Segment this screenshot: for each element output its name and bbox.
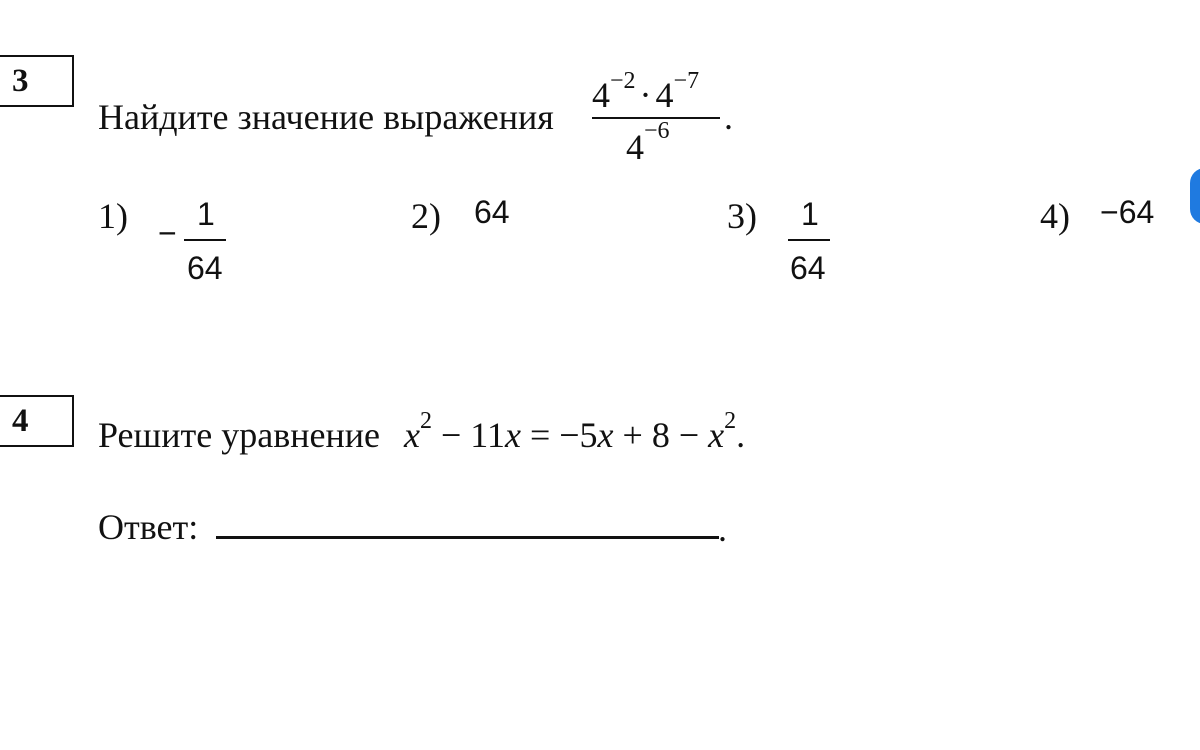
eq-exp2: 2 [724,408,737,434]
eq-equals: = −5 [520,415,598,455]
eq-x4: x [708,415,725,455]
option-3-fraction-bar [788,239,830,241]
option-4-value: −64 [1100,194,1155,230]
task-3-expression [588,66,728,176]
task-4-number: 4 [12,403,29,439]
task-4-number-box [0,395,74,447]
option-1-fraction-bar [184,239,226,241]
expr-num-a-exp: −2 [610,68,636,94]
answer-period: . [718,509,727,549]
answer-label: Ответ: [98,507,199,547]
expr-period: . [724,97,733,137]
eq-x3: x [597,415,614,455]
expr-dot: · [639,75,652,115]
option-2-label: 2) [411,196,441,236]
option-1-label: 1) [98,196,128,236]
option-3-numerator: 1 [801,196,819,232]
task-3-number-box [0,55,74,107]
eq-exp1: 2 [419,408,432,434]
option-3-label: 3) [727,196,757,236]
eq-mid: − 11 [431,415,505,455]
option-1-denominator: 64 [187,250,223,286]
expr-den-exp: −6 [644,118,670,144]
task-3-prompt: Найдите значение выражения [98,97,554,137]
expr-num-b-exp: −7 [673,68,700,94]
option-4-label: 4) [1040,196,1070,236]
eq-x2: x [504,415,521,455]
answer-line[interactable] [216,536,719,539]
task-3-number: 3 [12,63,29,99]
option-1-numerator: 1 [197,196,215,232]
expr-num-b: 4 [655,75,674,115]
eq-period: . [736,415,746,455]
side-tab-handle[interactable] [1190,168,1200,224]
expr-num-a: 4 [592,75,610,115]
expr-denominator [626,118,670,168]
option-3-denominator: 64 [790,250,826,286]
eq-x1: x [404,415,420,455]
task-4-prompt: Решите уравнение [98,415,380,455]
expr-den: 4 [626,127,644,167]
option-1-sign: − [158,215,177,251]
task-4-equation [404,408,746,456]
eq-rest: + 8 − [613,415,709,455]
expr-numerator [592,68,700,116]
option-2-value: 64 [474,194,510,230]
